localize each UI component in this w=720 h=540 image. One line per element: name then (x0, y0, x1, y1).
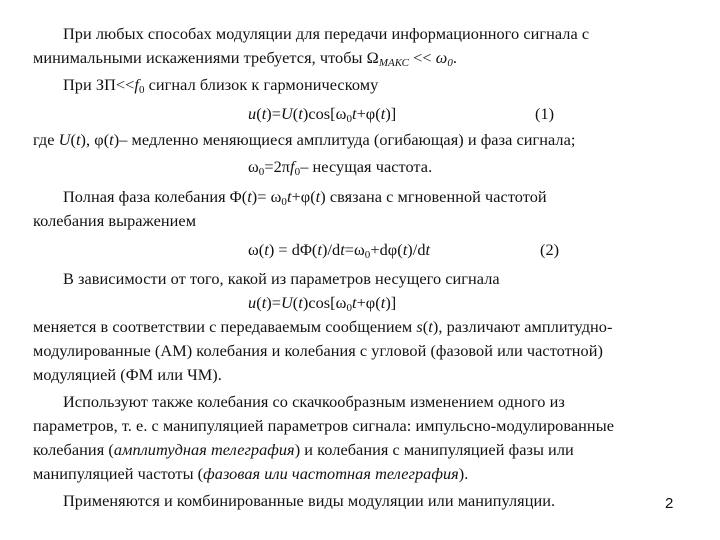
paragraph-6-equation (248, 293, 396, 318)
math-var: u (248, 104, 257, 123)
text: колебания ( (33, 440, 114, 459)
text: (1) (535, 104, 555, 123)
equation-2 (248, 240, 430, 265)
math: )= (266, 104, 281, 123)
math-var: t (380, 293, 386, 312)
math: =ω (344, 240, 365, 259)
subscript: 0 (294, 166, 301, 178)
text: параметров, т. е. с манипуляцией параметров сигнала: импульсно-модулированные (33, 416, 614, 435)
math-var: t (425, 240, 431, 259)
paragraph-1-line-1 (63, 24, 589, 44)
text: ω (248, 157, 259, 176)
math-var: s (416, 317, 423, 336)
math: )] (385, 104, 397, 123)
math: ( (292, 293, 299, 312)
subscript: МАКС (378, 57, 410, 69)
text: модуляцией (ФМ или ЧМ). (33, 365, 222, 384)
text: Используют также колебания со скачкообразным изменением одного из (63, 392, 565, 411)
math-var: t (261, 293, 267, 312)
subscript: 0 (281, 196, 287, 208)
math-var: t (402, 240, 408, 259)
math-var: t (352, 293, 357, 312)
paragraph-8 (63, 491, 555, 511)
math: +φ( (356, 293, 381, 312)
text: сигнал близок к гармоническому (144, 75, 379, 94)
text: (2) (540, 240, 560, 259)
paragraph-7-line-4 (33, 464, 468, 484)
math: )/d (321, 240, 341, 259)
text: При ЗП<< (63, 75, 135, 94)
text: При любых способах модуляции для передачи информационного сигнала с (63, 24, 590, 43)
paragraph-6-line-1 (63, 269, 500, 289)
math-var: t (380, 104, 386, 123)
math-var: t (315, 187, 321, 206)
text: модулированные (АМ) колебания и колебания с угловой (фазовой или частотной) (33, 341, 603, 360)
paragraph-3 (33, 130, 575, 150)
text: – несущая частота. (300, 157, 433, 176)
math: )cos[ω (302, 293, 347, 312)
math: )cos[ω (302, 104, 347, 123)
math-var: t (247, 187, 252, 206)
text: << (409, 48, 436, 67)
equation-1 (248, 104, 396, 129)
text: ), различают амплитудно- (432, 317, 613, 336)
math-var: t (298, 293, 303, 312)
math: +dφ( (370, 240, 403, 259)
math-var: u (248, 293, 257, 312)
page-number: 2 (665, 495, 674, 512)
omega-symbol: ω (435, 48, 448, 67)
text: =2π (264, 157, 291, 176)
paragraph-7-line-1 (63, 392, 565, 412)
math: ( (256, 104, 262, 123)
math-var: U (58, 130, 71, 149)
paragraph-4 (248, 157, 432, 182)
text: )= ω (251, 187, 282, 206)
subscript: 0 (138, 84, 145, 96)
subscript: 0 (447, 57, 453, 69)
text: ( (70, 130, 76, 149)
text: . (452, 48, 457, 67)
math-var: t (428, 317, 433, 336)
text: Применяются и комбинированные виды модуляции или манипуляции. (63, 491, 556, 510)
text: манипуляцией частоты ( (33, 464, 204, 483)
math-var: t (75, 130, 81, 149)
math-var: U (280, 293, 293, 312)
text: меняется в соответствии с передаваемым сообщением (33, 317, 417, 336)
text: )– медленно меняющиеся амплитуда (огибающая) и фаза сигнала; (113, 130, 576, 149)
subscript: 0 (346, 302, 352, 314)
emphasis: фазовая или частотная телеграфия (203, 464, 459, 483)
text: ). (458, 464, 469, 483)
math-var: U (280, 104, 293, 123)
paragraph-2 (63, 75, 378, 100)
math-var: t (109, 130, 114, 149)
emphasis: амплитудная телеграфия (113, 440, 295, 459)
math-var: t (264, 240, 269, 259)
text: В зависимости от того, какой из параметров несущего сигнала (63, 269, 500, 288)
math-var: t (298, 104, 303, 123)
math-var: f (134, 75, 139, 94)
paragraph-5-line-2 (33, 211, 196, 231)
math-var: f (290, 157, 295, 176)
math-var: t (317, 240, 322, 259)
paragraph-7-line-2 (33, 416, 614, 436)
text: Полная фаза колебания Φ( (63, 187, 248, 206)
paragraph-6-line-4 (33, 341, 603, 361)
subscript: 0 (258, 166, 265, 178)
text: колебания выражением (33, 211, 197, 230)
text: ), φ( (80, 130, 110, 149)
text: где (33, 130, 59, 149)
text: ) связана с мгновенной частотой (320, 187, 547, 206)
paragraph-5-line-1 (63, 187, 547, 212)
equation-1-number (535, 104, 554, 124)
paragraph-6-line-5 (33, 365, 222, 385)
math-var: t (340, 240, 345, 259)
paragraph-6-line-3 (33, 317, 612, 337)
math: +φ( (356, 104, 381, 123)
subscript: 0 (364, 249, 371, 261)
math-var: t (261, 104, 267, 123)
math: )] (385, 293, 397, 312)
math: )= (266, 293, 281, 312)
paragraph-1-line-2 (33, 48, 457, 73)
equation-2-number (540, 240, 559, 260)
math: ( (292, 104, 299, 123)
paragraph-7-line-3 (33, 440, 574, 460)
subscript: 0 (346, 113, 352, 125)
math: )/d (407, 240, 426, 259)
text: минимальными искажениями требуется, чтобы Ω (33, 48, 379, 67)
text: ) и колебания с манипуляцией фазы или (294, 440, 574, 459)
math: ) = dΦ( (268, 240, 318, 259)
math: ω( (248, 240, 265, 259)
math-var: t (352, 104, 357, 123)
math: ( (256, 293, 262, 312)
text: +φ( (291, 187, 316, 206)
math-var: t (286, 187, 292, 206)
text: ( (422, 317, 429, 336)
